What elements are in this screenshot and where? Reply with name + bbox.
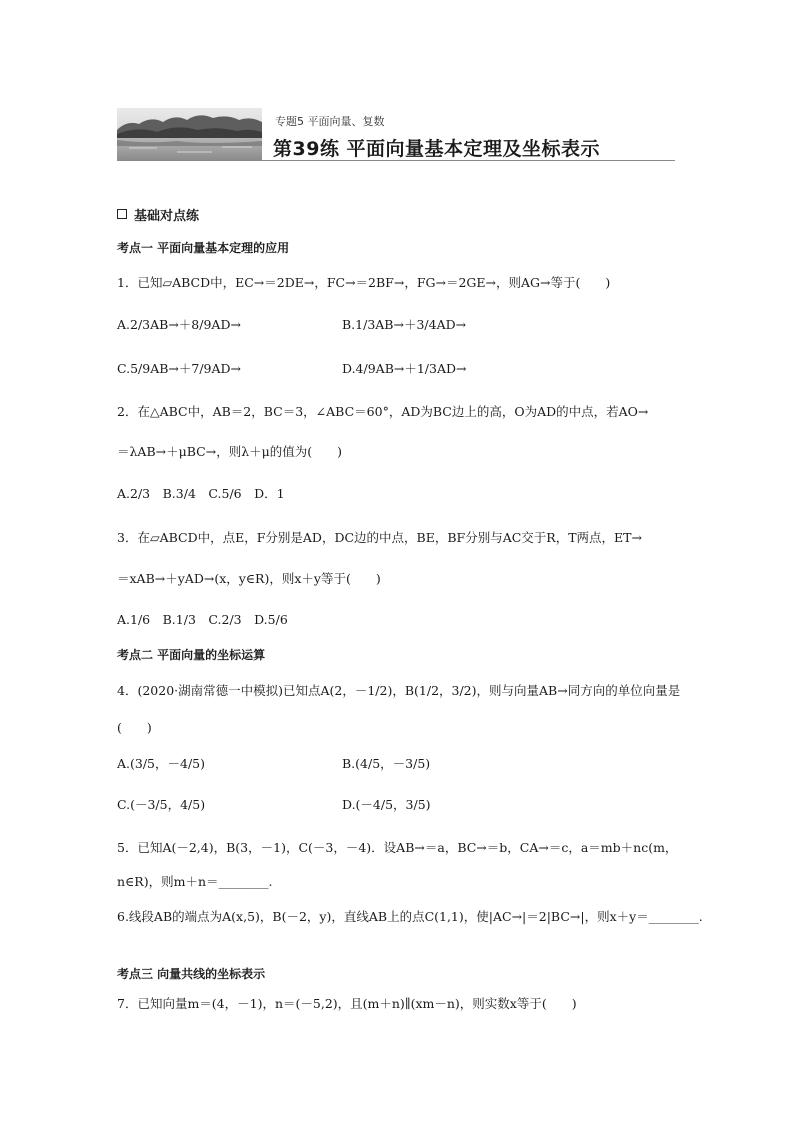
question-4-line-2: ( ) — [117, 720, 152, 735]
question-4-option-c: C.(－3/5，4/5) — [117, 797, 206, 812]
question-3-line-1: 3．在▱ABCD中，点E，F分别是AD，DC边的中点，BE，BF分别与AC交于R，T两点，ET→ — [117, 530, 642, 545]
checkbox-square-icon — [117, 209, 127, 219]
lake-landscape-photo — [117, 108, 262, 160]
kaodian-3-heading: 考点三 向量共线的坐标表示 — [117, 967, 266, 981]
question-2-options: A.2/3 B.3/4 C.5/6 D．1 — [117, 486, 285, 501]
question-3-line-2: ＝xAB→＋yAD→(x，y∈R)，则x＋y等于( ) — [117, 571, 381, 586]
question-1-stem: 1．已知▱ABCD中，EC→＝2DE→，FC→＝2BF→，FG→＝2GE→，则AG→等于( ) — [117, 275, 611, 290]
header-divider — [117, 160, 675, 161]
question-2-line-1: 2．在△ABC中，AB＝2，BC＝3，∠ABC＝60°，AD为BC边上的高，O为AD的中点，若AO→ — [117, 404, 649, 419]
kaodian-2-heading: 考点二 平面向量的坐标运算 — [117, 648, 266, 662]
question-4-option-d: D.(－4/5，3/5) — [342, 797, 431, 812]
section-heading — [117, 205, 199, 224]
question-5-line-2: n∈R)，则m＋n＝________. — [117, 874, 273, 889]
question-2-line-2: ＝λAB→＋μBC→，则λ＋μ的值为( ) — [117, 444, 342, 459]
kaodian-1-heading: 考点一 平面向量基本定理的应用 — [117, 241, 290, 255]
question-1-option-a: A.2/3AB→＋8/9AD→ — [117, 317, 241, 332]
question-4-option-a: A.(3/5，－4/5) — [117, 756, 205, 771]
question-7-line-1: 7．已知向量m＝(4，－1)，n＝(－5,2)，且(m＋n)∥(xm－n)，则实数x等于( ) — [117, 996, 577, 1011]
chapter-topic: 专题5 平面向量、复数 — [275, 115, 385, 128]
question-3-options: A.1/6 B.1/3 C.2/3 D.5/6 — [117, 612, 288, 627]
question-1-option-d: D.4/9AB→＋1/3AD→ — [342, 361, 467, 376]
page-title: 第39练 平面向量基本定理及坐标表示 — [273, 138, 601, 160]
question-1-option-b: B.1/3AB→＋3/4AD→ — [342, 317, 467, 332]
question-5-line-1: 5．已知A(－2,4)，B(3，－1)，C(－3，－4)．设AB→＝a，BC→＝b，CA→＝c，a＝mb＋nc(m， — [117, 840, 678, 855]
question-4-line-1: 4．(2020·湖南常德一中模拟)已知点A(2，－1/2)，B(1/2，3/2)，则与向量AB→同方向的单位向量是 — [117, 683, 681, 698]
header-landscape-image — [117, 108, 262, 160]
question-4-option-b: B.(4/5，－3/5) — [342, 756, 431, 771]
question-1-option-c: C.5/9AB→＋7/9AD→ — [117, 361, 242, 376]
section-heading-label: 基础对点练 — [134, 209, 200, 224]
question-6-line-1: 6.线段AB的端点为A(x,5)，B(－2，y)，直线AB上的点C(1,1)，使|AC→|＝2|BC→|，则x＋y＝________. — [117, 909, 703, 924]
